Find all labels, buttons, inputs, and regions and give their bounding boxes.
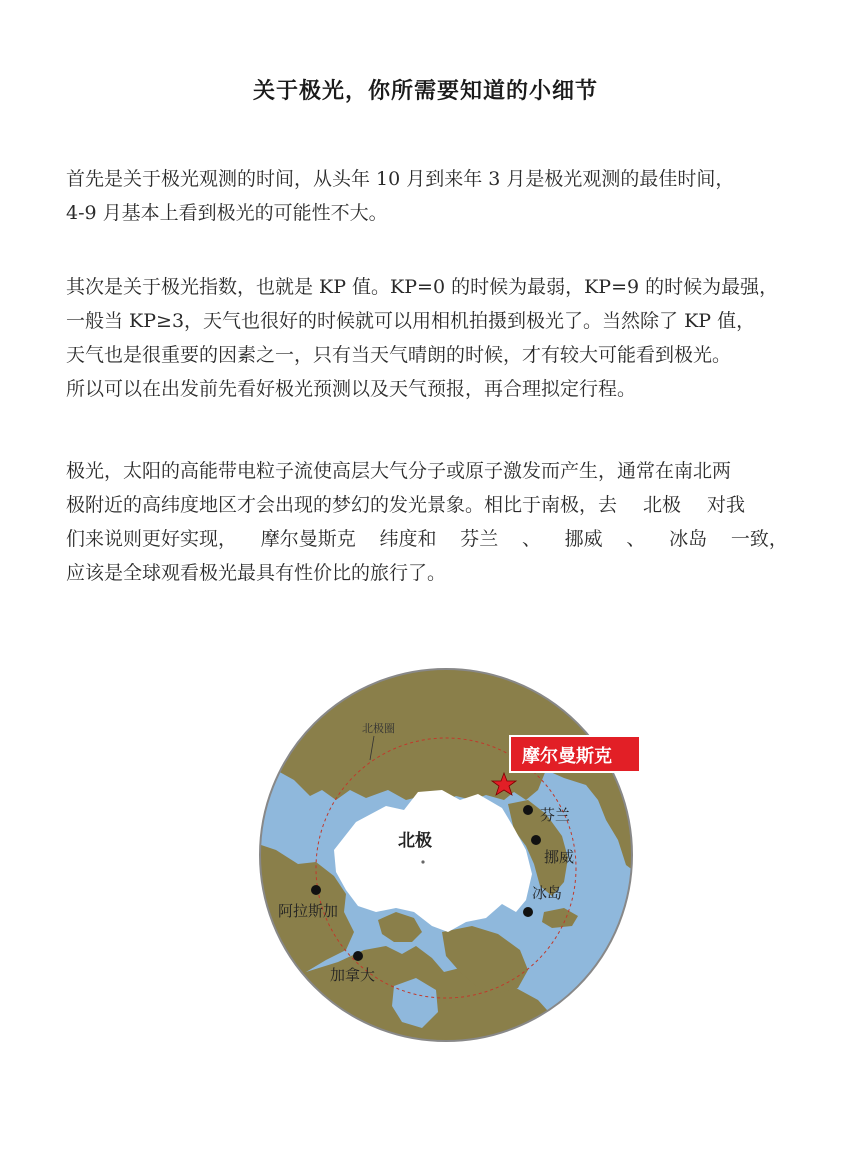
text-fragment: 们来说则更好实现， (66, 528, 238, 550)
text-fragment: 纬度和 (379, 528, 437, 550)
text-line: 其次是关于极光指数，也就是 KP 值。KP=0 的时候为最弱，KP=9 的时候为最强， (66, 276, 779, 298)
north-pole-point (421, 860, 424, 863)
link-finland[interactable]: 芬兰 (460, 528, 499, 550)
arctic-circle-label: 北极圈 (362, 722, 395, 735)
text-fragment: 对我 (707, 494, 746, 516)
paragraph-viewing-season (66, 162, 788, 230)
text-line (66, 488, 788, 522)
article-title: 关于极光，你所需要知道的小细节 (252, 78, 598, 104)
text-line: 一般当 KP≥3，天气也很好的时候就可以用相机拍摄到极光了。当然除了 KP 值， (66, 310, 756, 332)
arctic-map (246, 650, 646, 1060)
text-line: 应该是全球观看极光最具有性价比的旅行了。 (66, 562, 447, 584)
text-line: 天气也是很重要的因素之一，只有当天气晴朗的时候，才有较大可能看到极光。 (66, 344, 732, 366)
link-north-pole[interactable]: 北极 (643, 494, 682, 516)
alaska-marker (311, 885, 321, 895)
canada-label: 加拿大 (330, 966, 376, 984)
text-line: 首先是关于极光观测的时间，从头年 10 月到来年 3 月是极光观测的最佳时间， (66, 168, 735, 190)
finland-marker (523, 805, 533, 815)
iceland-label: 冰岛 (532, 884, 563, 902)
alaska-label: 阿拉斯加 (278, 902, 339, 920)
paragraph-kp-index (66, 270, 788, 406)
finland-label: 芬兰 (540, 806, 571, 824)
norway-label: 挪威 (544, 848, 575, 866)
text-fragment: 极附近的高纬度地区才会出现的梦幻的发光景象。相比于南极，去 (66, 494, 618, 516)
text-line: 所以可以在出发前先看好极光预测以及天气预报，再合理拟定行程。 (66, 378, 637, 400)
canada-marker (353, 951, 363, 961)
text-line: 4-9 月基本上看到极光的可能性不大。 (66, 202, 388, 224)
arctic-map-graphic (246, 650, 646, 1060)
link-murmansk[interactable]: 摩尔曼斯克 (260, 528, 356, 550)
norway-marker (531, 835, 541, 845)
text-fragment: 、 (521, 528, 541, 550)
text-fragment: 一致， (730, 528, 788, 550)
link-iceland[interactable]: 冰岛 (669, 528, 708, 550)
paragraph-aurora-intro (66, 454, 788, 590)
text-line (66, 522, 788, 556)
north-pole-label: 北极 (398, 831, 432, 851)
text-line: 极光，太阳的高能带电粒子流使高层大气分子或原子激发而产生，通常在南北两 (66, 460, 732, 482)
murmansk-label: 摩尔曼斯克 (522, 746, 612, 767)
link-norway[interactable]: 挪威 (564, 528, 603, 550)
iceland-marker (523, 907, 533, 917)
text-fragment: 、 (626, 528, 646, 550)
